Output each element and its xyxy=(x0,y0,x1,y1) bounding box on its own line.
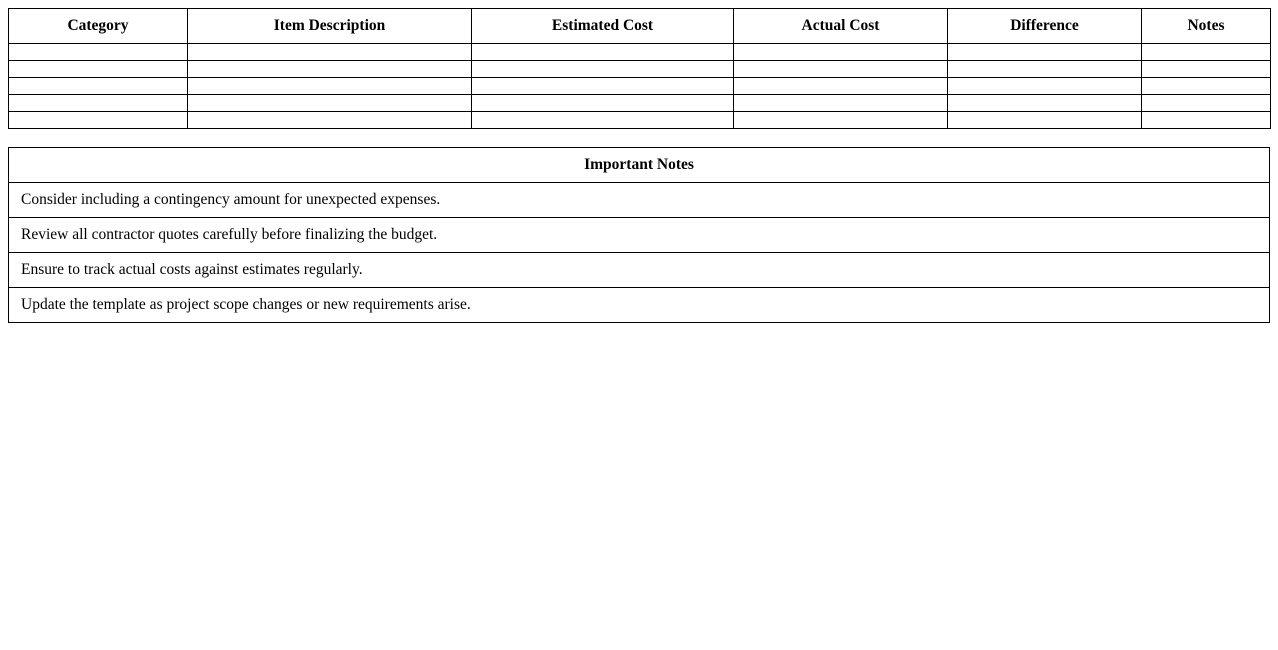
notes-header-row xyxy=(9,148,1270,183)
table-cell xyxy=(188,112,472,129)
table-cell xyxy=(1142,61,1271,78)
note-row xyxy=(9,253,1270,288)
important-notes-title: Important Notes xyxy=(9,148,1270,183)
table-cell xyxy=(734,95,948,112)
table-cell xyxy=(472,112,734,129)
note-item: Ensure to track actual costs against estimates regularly. xyxy=(9,253,1270,288)
table-cell xyxy=(734,78,948,95)
table-cell xyxy=(9,112,188,129)
table-cell xyxy=(472,78,734,95)
table-cell xyxy=(1142,44,1271,61)
note-row xyxy=(9,288,1270,323)
important-notes-table xyxy=(8,147,1270,323)
table-cell xyxy=(9,44,188,61)
table-cell xyxy=(1142,112,1271,129)
table-cell xyxy=(188,95,472,112)
budget-table xyxy=(8,8,1271,129)
table-cell xyxy=(188,61,472,78)
table-row xyxy=(9,61,1271,78)
column-header-estimated-cost: Estimated Cost xyxy=(472,9,734,44)
column-header-actual-cost: Actual Cost xyxy=(734,9,948,44)
table-cell xyxy=(948,112,1142,129)
table-cell xyxy=(948,61,1142,78)
note-row xyxy=(9,218,1270,253)
note-item: Consider including a contingency amount for unexpected expenses. xyxy=(9,183,1270,218)
table-row xyxy=(9,95,1271,112)
table-cell xyxy=(948,78,1142,95)
table-cell xyxy=(1142,78,1271,95)
budget-header-row xyxy=(9,9,1271,44)
table-cell xyxy=(472,95,734,112)
table-cell xyxy=(9,61,188,78)
table-cell xyxy=(1142,95,1271,112)
table-cell xyxy=(734,112,948,129)
note-item: Review all contractor quotes carefully before finalizing the budget. xyxy=(9,218,1270,253)
table-row xyxy=(9,112,1271,129)
table-cell xyxy=(9,95,188,112)
column-header-difference: Difference xyxy=(948,9,1142,44)
table-cell xyxy=(948,95,1142,112)
table-cell xyxy=(734,61,948,78)
table-cell xyxy=(188,78,472,95)
table-cell xyxy=(9,78,188,95)
column-header-category: Category xyxy=(9,9,188,44)
table-cell xyxy=(472,61,734,78)
column-header-item-description: Item Description xyxy=(188,9,472,44)
note-item: Update the template as project scope changes or new requirements arise. xyxy=(9,288,1270,323)
table-row xyxy=(9,78,1271,95)
table-cell xyxy=(734,44,948,61)
note-row xyxy=(9,183,1270,218)
table-cell xyxy=(472,44,734,61)
table-row xyxy=(9,44,1271,61)
table-cell xyxy=(188,44,472,61)
column-header-notes: Notes xyxy=(1142,9,1271,44)
table-cell xyxy=(948,44,1142,61)
